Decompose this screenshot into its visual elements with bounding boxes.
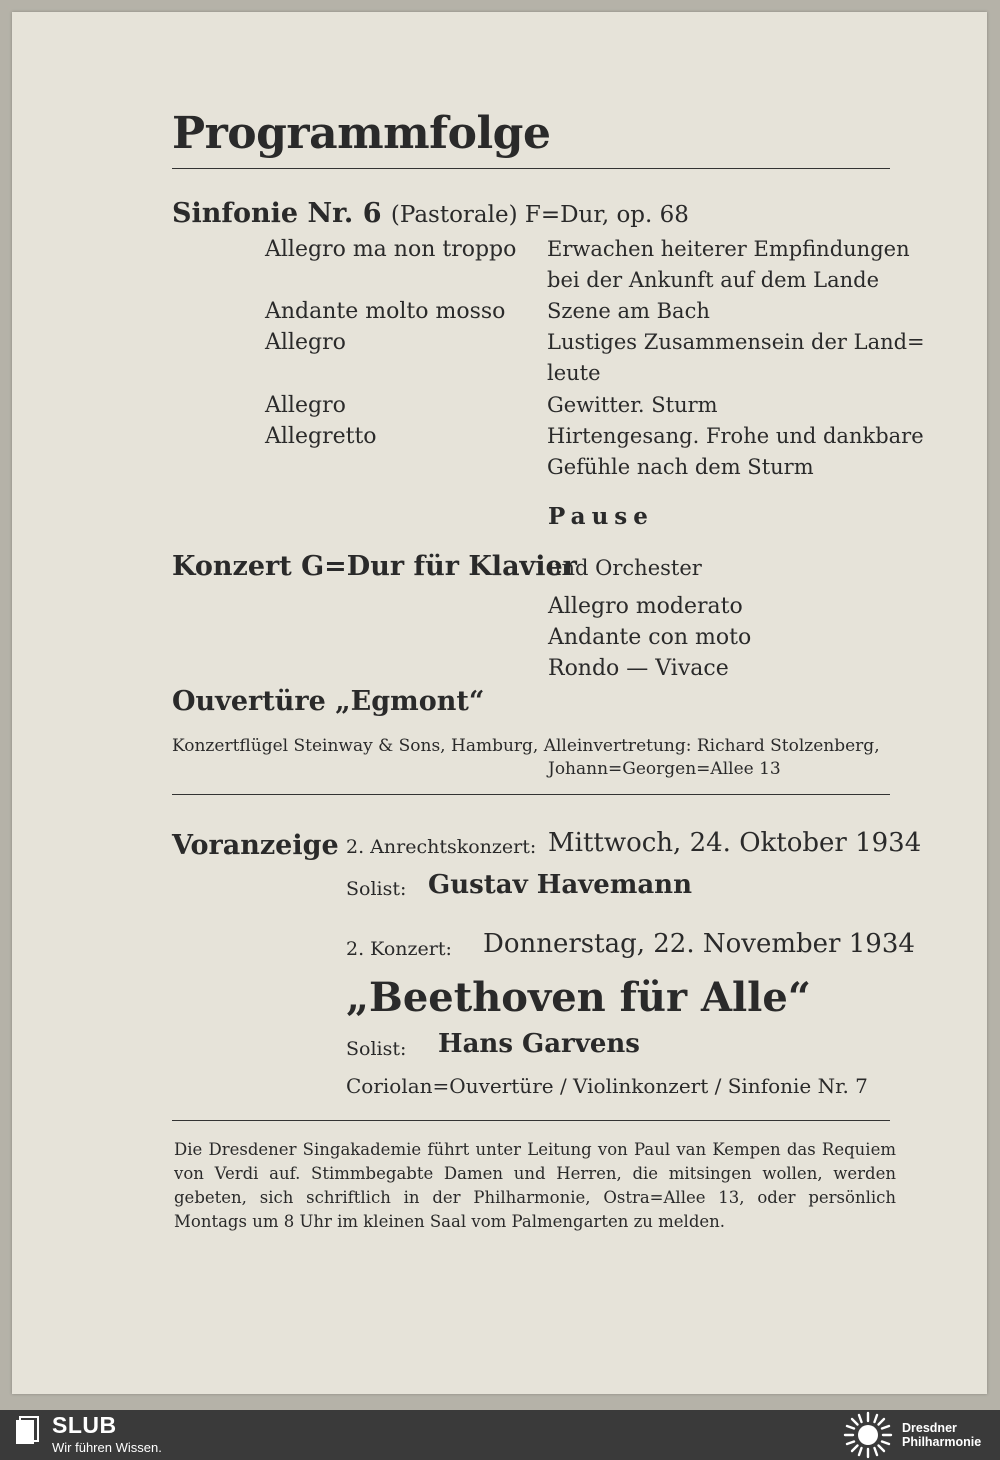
work-1-heading	[172, 198, 689, 229]
preview-concert2-solist-label: Solist:	[346, 1038, 407, 1060]
preview-heading: Voranzeige	[172, 830, 339, 861]
movement-5-desc-line1: Hirtengesang. Frohe und dankbare	[547, 424, 924, 448]
movement-2-tempo: Andante molto mosso	[265, 299, 506, 324]
partner-name	[902, 1421, 981, 1449]
footer-bar	[0, 1410, 1000, 1460]
title-rule	[172, 168, 890, 169]
work-2-subtitle: und Orchester	[548, 556, 702, 580]
preview-concert2-program: Coriolan=Ouvertüre / Violinkonzert / Sinfonie Nr. 7	[346, 1074, 868, 1098]
movement-3-desc-line2: leute	[547, 361, 601, 385]
work-2-movement-2: Andante con moto	[548, 625, 752, 650]
library-motto: Wir führen Wissen.	[52, 1440, 162, 1455]
movement-1-tempo: Allegro ma non troppo	[265, 237, 517, 262]
movement-4-desc: Gewitter. Sturm	[547, 393, 718, 417]
movement-2-desc: Szene am Bach	[547, 299, 710, 323]
pause-label: Pause	[548, 503, 654, 530]
preview-concert1-label: 2. Anrechtskonzert:	[346, 836, 537, 858]
movement-5-desc-line2: Gefühle nach dem Sturm	[547, 455, 814, 479]
movement-1-desc-line2: bei der Ankunft auf dem Lande	[547, 268, 880, 292]
philharmonie-logo[interactable]	[842, 1410, 894, 1460]
instrument-note-line2: Johann=Georgen=Allee 13	[548, 759, 781, 779]
work-1-title: Sinfonie Nr. 6	[172, 198, 382, 229]
preview-concert1-date: Mittwoch, 24. Oktober 1934	[548, 828, 922, 858]
work-2-title: Konzert G=Dur für Klavier	[172, 551, 577, 582]
section-rule	[172, 794, 890, 795]
partner-name-line2: Philharmonie	[902, 1435, 982, 1449]
movement-1-desc-line1: Erwachen heiterer Empfindungen	[547, 237, 910, 261]
movement-3-desc-line1: Lustiges Zusammensein der Land=	[547, 330, 925, 354]
preview-concert2-date: Donnerstag, 22. November 1934	[483, 929, 915, 959]
page-title: Programmfolge	[172, 108, 551, 159]
movement-5-tempo: Allegretto	[265, 424, 377, 449]
preview-concert2-title: „Beethoven für Alle“	[346, 974, 811, 1021]
notice-rule	[172, 1120, 890, 1121]
preview-concert2-label: 2. Konzert:	[346, 938, 452, 960]
library-name[interactable]: SLUB	[52, 1412, 117, 1438]
work-1-subtitle: (Pastorale) F=Dur, op. 68	[390, 202, 689, 228]
notice-text: Die Dresdener Singakademie führt unter Leitung von Paul van Kempen das Requiem von Verdi auf. Stimmbegabte Damen und Herren, die mitsingen wollen, werden gebeten, sich schriftlich in der Philharmonie, Ostra=Allee 13, oder persönlich Montags um 8 Uhr im kleinen Saal vom Palmengarten zu melden.	[174, 1140, 896, 1231]
book-icon	[14, 1416, 40, 1446]
partner-name-line1: Dresdner	[902, 1421, 957, 1435]
instrument-note-line1: Konzertflügel Steinway & Sons, Hamburg, Alleinvertretung: Richard Stolzenberg,	[172, 736, 880, 756]
preview-concert1-solist-label: Solist:	[346, 878, 407, 900]
movement-3-tempo: Allegro	[265, 330, 346, 355]
preview-concert2-solist: Hans Garvens	[438, 1029, 640, 1059]
movement-4-tempo: Allegro	[265, 393, 346, 418]
work-3-title: Ouvertüre „Egmont“	[172, 686, 485, 717]
work-2-movement-1: Allegro moderato	[548, 594, 743, 619]
preview-concert1-solist: Gustav Havemann	[428, 870, 692, 900]
work-2-movement-3: Rondo — Vivace	[548, 656, 729, 681]
